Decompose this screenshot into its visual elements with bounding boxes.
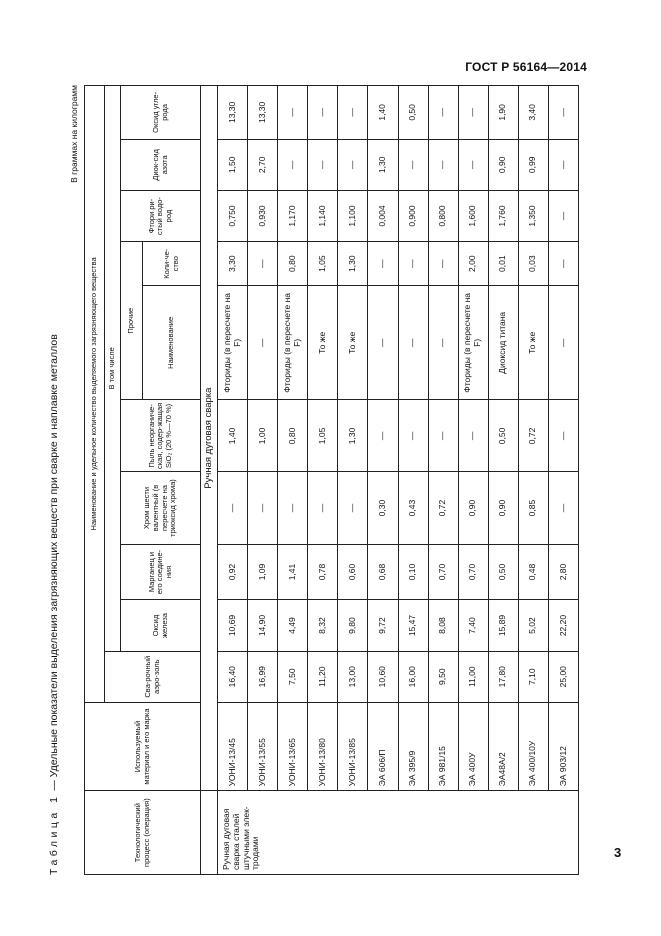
header-chromium: Хром шести валентный (в пересчете на триоксид хрома) <box>121 472 201 544</box>
co-cell: — <box>338 86 368 140</box>
material-cell: ЭА 981/15 <box>428 702 458 790</box>
other-qty-cell: 1,30 <box>338 242 368 286</box>
co-cell: — <box>548 86 578 140</box>
header-no2: Диок-сид азота <box>121 139 201 190</box>
table-row <box>308 86 338 875</box>
other-qty-cell: 1,05 <box>308 242 338 286</box>
no2-cell: 1,30 <box>368 139 398 190</box>
chromium-cell: 0,43 <box>398 472 428 544</box>
chromium-cell: 0,90 <box>458 472 488 544</box>
co-cell: — <box>278 86 308 140</box>
chromium-cell: 0,72 <box>428 472 458 544</box>
hf-cell: 0,800 <box>428 190 458 241</box>
table-caption-text: — Удельные показатели выделения загрязняющих веществ при сварке и наплавке металлов <box>48 334 60 794</box>
no2-cell: — <box>338 139 368 190</box>
other-name-cell: — <box>428 286 458 400</box>
no2-cell: — <box>278 139 308 190</box>
dust-cell: 0,72 <box>518 400 548 472</box>
table-row <box>368 86 398 875</box>
other-name-cell: То же <box>338 286 368 400</box>
aerosol-cell: 11,00 <box>458 651 488 702</box>
document-code: ГОСТ Р 56164—2014 <box>465 60 587 74</box>
material-cell: УОНИ-13/55 <box>248 702 278 790</box>
table-row <box>338 86 368 875</box>
table-caption-label: Таблица 1 <box>48 793 60 875</box>
header-process: Технологический процесс (операция) <box>85 791 201 875</box>
other-name-cell: То же <box>518 286 548 400</box>
iron-oxide-cell: 14,90 <box>248 600 278 651</box>
material-cell: ЭА 400У <box>458 702 488 790</box>
chromium-cell: 0,30 <box>368 472 398 544</box>
header-other-qty: Коли-че-ство <box>143 242 201 286</box>
dust-cell: 1,40 <box>218 400 248 472</box>
hf-cell: 1,600 <box>458 190 488 241</box>
hf-cell: 1,350 <box>518 190 548 241</box>
emissions-table <box>84 85 579 875</box>
co-cell: 13,30 <box>218 86 248 140</box>
co-cell: — <box>308 86 338 140</box>
other-qty-cell: 0,03 <box>518 242 548 286</box>
no2-cell: — <box>398 139 428 190</box>
header-others: Прочие <box>121 242 143 400</box>
section-empty-cell <box>201 791 218 875</box>
other-qty-cell: 0,01 <box>488 242 518 286</box>
aerosol-cell: 16,00 <box>398 651 428 702</box>
material-cell: ЭА 400/10У <box>518 702 548 790</box>
material-cell: УОНИ-13/80 <box>308 702 338 790</box>
other-name-cell: — <box>398 286 428 400</box>
hf-cell: — <box>548 190 578 241</box>
table-row <box>218 86 248 875</box>
aerosol-cell: 25,00 <box>548 651 578 702</box>
header-in-number: В том числе <box>105 86 121 652</box>
header-other-name: Наименование <box>143 286 201 400</box>
co-cell: 0,50 <box>398 86 428 140</box>
header-dust: Пыль неорганиче-ская, содер-жащая SiO₂ (20 %—70 %) <box>121 400 201 472</box>
hf-cell: 0,750 <box>218 190 248 241</box>
chromium-cell: 0,85 <box>518 472 548 544</box>
units-note: В граммах на килограмм <box>69 85 79 183</box>
iron-oxide-cell: 4,49 <box>278 600 308 651</box>
table-row <box>488 86 518 875</box>
dust-cell: — <box>428 400 458 472</box>
iron-oxide-cell: 9,72 <box>368 600 398 651</box>
manganese-cell: 0,92 <box>218 544 248 600</box>
table-caption <box>44 85 64 875</box>
dust-cell: 0,50 <box>488 400 518 472</box>
header-group: Наименование и удельное количество выделяемого загрязняющего вещества <box>85 86 105 703</box>
material-cell: УОНИ-13/65 <box>278 702 308 790</box>
aerosol-cell: 13,00 <box>338 651 368 702</box>
page-number: 3 <box>614 845 622 860</box>
co-cell: 1,90 <box>488 86 518 140</box>
table-row <box>398 86 428 875</box>
section-title: Ручная дуговая сварка <box>201 86 218 791</box>
dust-cell: — <box>398 400 428 472</box>
aerosol-cell: 7,50 <box>278 651 308 702</box>
process-cell: Ручная дуговая сварка сталей штучными элек-тродами <box>218 791 579 875</box>
hf-cell: 1,100 <box>338 190 368 241</box>
table-row <box>278 86 308 875</box>
table-row <box>458 86 488 875</box>
manganese-cell: 0,10 <box>398 544 428 600</box>
other-qty-cell: — <box>368 242 398 286</box>
no2-cell: — <box>428 139 458 190</box>
iron-oxide-cell: 10,69 <box>218 600 248 651</box>
manganese-cell: 0,50 <box>488 544 518 600</box>
dust-cell: — <box>458 400 488 472</box>
other-qty-cell: 2,00 <box>458 242 488 286</box>
other-name-cell: — <box>248 286 278 400</box>
no2-cell: 1,50 <box>218 139 248 190</box>
table-row <box>428 86 458 875</box>
other-name-cell: То же <box>308 286 338 400</box>
no2-cell: — <box>458 139 488 190</box>
dust-cell: — <box>548 400 578 472</box>
other-qty-cell: — <box>428 242 458 286</box>
manganese-cell: 0,70 <box>428 544 458 600</box>
no2-cell: 2,70 <box>248 139 278 190</box>
aerosol-cell: 17,80 <box>488 651 518 702</box>
iron-oxide-cell: 15,47 <box>398 600 428 651</box>
chromium-cell: — <box>338 472 368 544</box>
table-row <box>518 86 548 875</box>
chromium-cell: 0,90 <box>488 472 518 544</box>
hf-cell: 0,900 <box>398 190 428 241</box>
co-cell: 3,40 <box>518 86 548 140</box>
aerosol-cell: 7,10 <box>518 651 548 702</box>
rotated-table-container <box>44 85 599 875</box>
no2-cell: — <box>308 139 338 190</box>
header-material: Используемый материал и его марка <box>85 702 201 790</box>
manganese-cell: 0,70 <box>458 544 488 600</box>
no2-cell: 0,90 <box>488 139 518 190</box>
header-hf: Фтори ри-стый водо-род <box>121 190 201 241</box>
aerosol-cell: 9,50 <box>428 651 458 702</box>
iron-oxide-cell: 8,08 <box>428 600 458 651</box>
iron-oxide-cell: 5,02 <box>518 600 548 651</box>
material-cell: УОНИ-13/85 <box>338 702 368 790</box>
table-row <box>248 86 278 875</box>
table-body <box>201 86 579 875</box>
co-cell: — <box>458 86 488 140</box>
chromium-cell: — <box>248 472 278 544</box>
no2-cell: 0,99 <box>518 139 548 190</box>
material-cell: УОНИ-13/45 <box>218 702 248 790</box>
other-qty-cell: — <box>548 242 578 286</box>
other-qty-cell: — <box>398 242 428 286</box>
co-cell: 1,40 <box>368 86 398 140</box>
chromium-cell: — <box>278 472 308 544</box>
dust-cell: 0,80 <box>278 400 308 472</box>
header-aerosol: Сва-рочный аэро-золь <box>105 651 201 702</box>
dust-cell: 1,30 <box>338 400 368 472</box>
dust-cell: 1,00 <box>248 400 278 472</box>
other-name-cell: Фториды (в пересчете на F) <box>458 286 488 400</box>
iron-oxide-cell: 22,20 <box>548 600 578 651</box>
manganese-cell: 0,78 <box>308 544 338 600</box>
table-row <box>548 86 578 875</box>
material-cell: ЭА 395/9 <box>398 702 428 790</box>
aerosol-cell: 10,60 <box>368 651 398 702</box>
material-cell: ЭА 903/12 <box>548 702 578 790</box>
iron-oxide-cell: 9,80 <box>338 600 368 651</box>
section-row <box>201 86 218 875</box>
manganese-cell: 0,48 <box>518 544 548 600</box>
other-name-cell: — <box>368 286 398 400</box>
manganese-cell: 2,80 <box>548 544 578 600</box>
co-cell: — <box>428 86 458 140</box>
dust-cell: 1,05 <box>308 400 338 472</box>
hf-cell: 0,004 <box>368 190 398 241</box>
other-name-cell: — <box>548 286 578 400</box>
aerosol-cell: 11,20 <box>308 651 338 702</box>
manganese-cell: 1,09 <box>248 544 278 600</box>
aerosol-cell: 16,99 <box>248 651 278 702</box>
header-co: Оксид угле-рода <box>121 86 201 140</box>
other-qty-cell: 3,30 <box>218 242 248 286</box>
header-iron-oxide: Оксид железа <box>121 600 201 651</box>
aerosol-cell: 16,40 <box>218 651 248 702</box>
material-cell: ЭА48А/2 <box>488 702 518 790</box>
co-cell: 13,30 <box>248 86 278 140</box>
other-name-cell: Фториды (в пересчете на F) <box>278 286 308 400</box>
manganese-cell: 0,60 <box>338 544 368 600</box>
chromium-cell: — <box>548 472 578 544</box>
other-qty-cell: — <box>248 242 278 286</box>
iron-oxide-cell: 7,40 <box>458 600 488 651</box>
iron-oxide-cell: 15,89 <box>488 600 518 651</box>
manganese-cell: 1,41 <box>278 544 308 600</box>
other-qty-cell: 0,80 <box>278 242 308 286</box>
no2-cell: — <box>548 139 578 190</box>
chromium-cell: — <box>308 472 338 544</box>
hf-cell: 0,930 <box>248 190 278 241</box>
chromium-cell: — <box>218 472 248 544</box>
other-name-cell: Фториды (в пересчете на F) <box>218 286 248 400</box>
header-manganese: Марганец и его соедине-ния <box>121 544 201 600</box>
hf-cell: 1,140 <box>308 190 338 241</box>
iron-oxide-cell: 8,32 <box>308 600 338 651</box>
dust-cell: — <box>368 400 398 472</box>
hf-cell: 1,170 <box>278 190 308 241</box>
other-name-cell: Диоксид титана <box>488 286 518 400</box>
material-cell: ЭА 606/П <box>368 702 398 790</box>
manganese-cell: 0,68 <box>368 544 398 600</box>
hf-cell: 1,760 <box>488 190 518 241</box>
